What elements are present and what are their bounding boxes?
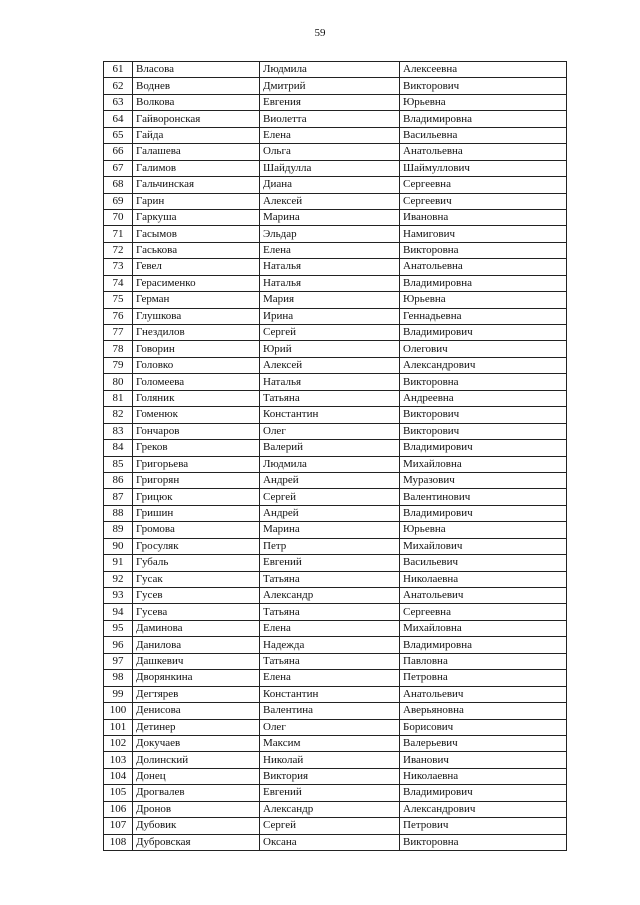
- patronymic-cell: Викторович: [400, 78, 567, 94]
- patronymic-cell: Сергеевна: [400, 177, 567, 193]
- table-row: [104, 374, 567, 390]
- patronymic-cell: Викторовна: [400, 242, 567, 258]
- table-row: [104, 505, 567, 521]
- row-number: 101: [104, 719, 133, 735]
- row-number: 87: [104, 489, 133, 505]
- row-number: 74: [104, 275, 133, 291]
- table-row: [104, 127, 567, 143]
- first-name-cell: Надежда: [260, 637, 400, 653]
- surname-cell: Гарин: [133, 193, 260, 209]
- table-row: [104, 834, 567, 850]
- table-row: [104, 259, 567, 275]
- surname-cell: Гоменюк: [133, 407, 260, 423]
- surname-cell: Гришин: [133, 505, 260, 521]
- surname-cell: Данилова: [133, 637, 260, 653]
- patronymic-cell: Юрьевна: [400, 292, 567, 308]
- first-name-cell: Евгений: [260, 555, 400, 571]
- surname-cell: Дашкевич: [133, 653, 260, 669]
- surname-cell: Громова: [133, 522, 260, 538]
- patronymic-cell: Петровна: [400, 670, 567, 686]
- surname-cell: Галимов: [133, 160, 260, 176]
- first-name-cell: Валентина: [260, 703, 400, 719]
- roster-table-body: [104, 62, 567, 851]
- surname-cell: Грицюк: [133, 489, 260, 505]
- patronymic-cell: Шаймуллович: [400, 160, 567, 176]
- table-row: [104, 571, 567, 587]
- surname-cell: Гальчинская: [133, 177, 260, 193]
- first-name-cell: Сергей: [260, 489, 400, 505]
- row-number: 108: [104, 834, 133, 850]
- surname-cell: Герасименко: [133, 275, 260, 291]
- table-row: [104, 752, 567, 768]
- surname-cell: Дубровская: [133, 834, 260, 850]
- table-row: [104, 144, 567, 160]
- first-name-cell: Алексей: [260, 357, 400, 373]
- patronymic-cell: Александрович: [400, 801, 567, 817]
- table-row: [104, 440, 567, 456]
- first-name-cell: Сергей: [260, 325, 400, 341]
- patronymic-cell: Николаевна: [400, 768, 567, 784]
- first-name-cell: Евгений: [260, 785, 400, 801]
- row-number: 104: [104, 768, 133, 784]
- patronymic-cell: Михайловна: [400, 456, 567, 472]
- first-name-cell: Николай: [260, 752, 400, 768]
- row-number: 81: [104, 390, 133, 406]
- first-name-cell: Евгения: [260, 94, 400, 110]
- table-row: [104, 177, 567, 193]
- table-row: [104, 242, 567, 258]
- patronymic-cell: Муразович: [400, 472, 567, 488]
- surname-cell: Денисова: [133, 703, 260, 719]
- first-name-cell: Константин: [260, 686, 400, 702]
- first-name-cell: Юрий: [260, 341, 400, 357]
- patronymic-cell: Викторович: [400, 423, 567, 439]
- patronymic-cell: Васильевич: [400, 555, 567, 571]
- row-number: 107: [104, 818, 133, 834]
- row-number: 102: [104, 735, 133, 751]
- surname-cell: Гаркуша: [133, 209, 260, 225]
- row-number: 77: [104, 325, 133, 341]
- first-name-cell: Елена: [260, 127, 400, 143]
- first-name-cell: Людмила: [260, 62, 400, 78]
- first-name-cell: Марина: [260, 209, 400, 225]
- first-name-cell: Наталья: [260, 259, 400, 275]
- first-name-cell: Виолетта: [260, 111, 400, 127]
- table-row: [104, 588, 567, 604]
- surname-cell: Григорян: [133, 472, 260, 488]
- row-number: 96: [104, 637, 133, 653]
- first-name-cell: Татьяна: [260, 390, 400, 406]
- row-number: 93: [104, 588, 133, 604]
- row-number: 89: [104, 522, 133, 538]
- row-number: 84: [104, 440, 133, 456]
- table-row: [104, 308, 567, 324]
- patronymic-cell: Павловна: [400, 653, 567, 669]
- table-row: [104, 719, 567, 735]
- row-number: 106: [104, 801, 133, 817]
- table-row: [104, 357, 567, 373]
- first-name-cell: Мария: [260, 292, 400, 308]
- table-row: [104, 292, 567, 308]
- table-row: [104, 801, 567, 817]
- patronymic-cell: Викторович: [400, 407, 567, 423]
- row-number: 70: [104, 209, 133, 225]
- row-number: 105: [104, 785, 133, 801]
- first-name-cell: Константин: [260, 407, 400, 423]
- patronymic-cell: Петрович: [400, 818, 567, 834]
- patronymic-cell: Владимировна: [400, 637, 567, 653]
- surname-cell: Власова: [133, 62, 260, 78]
- patronymic-cell: Алексеевна: [400, 62, 567, 78]
- surname-cell: Григорьева: [133, 456, 260, 472]
- patronymic-cell: Владимировна: [400, 275, 567, 291]
- first-name-cell: Петр: [260, 538, 400, 554]
- patronymic-cell: Николаевна: [400, 571, 567, 587]
- table-row: [104, 407, 567, 423]
- row-number: 82: [104, 407, 133, 423]
- patronymic-cell: Намигович: [400, 226, 567, 242]
- row-number: 66: [104, 144, 133, 160]
- row-number: 95: [104, 620, 133, 636]
- surname-cell: Гусак: [133, 571, 260, 587]
- row-number: 73: [104, 259, 133, 275]
- first-name-cell: Максим: [260, 735, 400, 751]
- surname-cell: Дронов: [133, 801, 260, 817]
- table-row: [104, 456, 567, 472]
- table-row: [104, 768, 567, 784]
- surname-cell: Дрогвалев: [133, 785, 260, 801]
- table-row: [104, 670, 567, 686]
- first-name-cell: Ирина: [260, 308, 400, 324]
- first-name-cell: Александр: [260, 588, 400, 604]
- surname-cell: Гасымов: [133, 226, 260, 242]
- patronymic-cell: Викторовна: [400, 374, 567, 390]
- surname-cell: Гайда: [133, 127, 260, 143]
- first-name-cell: Сергей: [260, 818, 400, 834]
- row-number: 92: [104, 571, 133, 587]
- table-row: [104, 193, 567, 209]
- table-row: [104, 735, 567, 751]
- first-name-cell: Наталья: [260, 275, 400, 291]
- patronymic-cell: Валерьевич: [400, 735, 567, 751]
- surname-cell: Долинский: [133, 752, 260, 768]
- surname-cell: Галашева: [133, 144, 260, 160]
- row-number: 69: [104, 193, 133, 209]
- row-number: 62: [104, 78, 133, 94]
- patronymic-cell: Анатольевич: [400, 588, 567, 604]
- row-number: 94: [104, 604, 133, 620]
- first-name-cell: Валерий: [260, 440, 400, 456]
- surname-cell: Волкова: [133, 94, 260, 110]
- row-number: 98: [104, 670, 133, 686]
- first-name-cell: Виктория: [260, 768, 400, 784]
- surname-cell: Головко: [133, 357, 260, 373]
- table-row: [104, 325, 567, 341]
- row-number: 80: [104, 374, 133, 390]
- row-number: 90: [104, 538, 133, 554]
- table-row: [104, 209, 567, 225]
- row-number: 86: [104, 472, 133, 488]
- surname-cell: Гусева: [133, 604, 260, 620]
- first-name-cell: Эльдар: [260, 226, 400, 242]
- row-number: 97: [104, 653, 133, 669]
- surname-cell: Голомеева: [133, 374, 260, 390]
- surname-cell: Дворянкина: [133, 670, 260, 686]
- row-number: 103: [104, 752, 133, 768]
- patronymic-cell: Васильевна: [400, 127, 567, 143]
- row-number: 65: [104, 127, 133, 143]
- surname-cell: Гайворонская: [133, 111, 260, 127]
- patronymic-cell: Ивановна: [400, 209, 567, 225]
- row-number: 88: [104, 505, 133, 521]
- row-number: 64: [104, 111, 133, 127]
- first-name-cell: Наталья: [260, 374, 400, 390]
- row-number: 68: [104, 177, 133, 193]
- patronymic-cell: Владимирович: [400, 505, 567, 521]
- surname-cell: Дубовик: [133, 818, 260, 834]
- first-name-cell: Диана: [260, 177, 400, 193]
- first-name-cell: Дмитрий: [260, 78, 400, 94]
- table-row: [104, 604, 567, 620]
- first-name-cell: Татьяна: [260, 604, 400, 620]
- surname-cell: Гевел: [133, 259, 260, 275]
- row-number: 91: [104, 555, 133, 571]
- table-row: [104, 522, 567, 538]
- patronymic-cell: Олегович: [400, 341, 567, 357]
- surname-cell: Герман: [133, 292, 260, 308]
- table-row: [104, 653, 567, 669]
- table-row: [104, 703, 567, 719]
- patronymic-cell: Сергеевич: [400, 193, 567, 209]
- first-name-cell: Елена: [260, 670, 400, 686]
- first-name-cell: Ольга: [260, 144, 400, 160]
- row-number: 76: [104, 308, 133, 324]
- patronymic-cell: Геннадьевна: [400, 308, 567, 324]
- surname-cell: Греков: [133, 440, 260, 456]
- patronymic-cell: Владимирович: [400, 440, 567, 456]
- row-number: 79: [104, 357, 133, 373]
- first-name-cell: Марина: [260, 522, 400, 538]
- surname-cell: Гнездилов: [133, 325, 260, 341]
- patronymic-cell: Владимирович: [400, 785, 567, 801]
- surname-cell: Гаськова: [133, 242, 260, 258]
- row-number: 67: [104, 160, 133, 176]
- page-number: 59: [314, 27, 326, 39]
- patronymic-cell: Анатольевна: [400, 144, 567, 160]
- patronymic-cell: Владимировна: [400, 111, 567, 127]
- patronymic-cell: Борисович: [400, 719, 567, 735]
- surname-cell: Голяник: [133, 390, 260, 406]
- row-number: 72: [104, 242, 133, 258]
- row-number: 71: [104, 226, 133, 242]
- patronymic-cell: Викторовна: [400, 834, 567, 850]
- first-name-cell: Олег: [260, 423, 400, 439]
- patronymic-cell: Аверьяновна: [400, 703, 567, 719]
- table-row: [104, 423, 567, 439]
- first-name-cell: Елена: [260, 620, 400, 636]
- surname-cell: Даминова: [133, 620, 260, 636]
- table-row: [104, 275, 567, 291]
- surname-cell: Гросуляк: [133, 538, 260, 554]
- first-name-cell: Оксана: [260, 834, 400, 850]
- table-row: [104, 489, 567, 505]
- table-row: [104, 78, 567, 94]
- row-number: 78: [104, 341, 133, 357]
- first-name-cell: Андрей: [260, 505, 400, 521]
- table-row: [104, 785, 567, 801]
- table-row: [104, 538, 567, 554]
- surname-cell: Губаль: [133, 555, 260, 571]
- surname-cell: Гончаров: [133, 423, 260, 439]
- first-name-cell: Алексей: [260, 193, 400, 209]
- patronymic-cell: Владимирович: [400, 325, 567, 341]
- first-name-cell: Татьяна: [260, 571, 400, 587]
- roster-table: [103, 61, 567, 851]
- first-name-cell: Татьяна: [260, 653, 400, 669]
- surname-cell: Говорин: [133, 341, 260, 357]
- first-name-cell: Андрей: [260, 472, 400, 488]
- table-row: [104, 390, 567, 406]
- table-row: [104, 686, 567, 702]
- row-number: 83: [104, 423, 133, 439]
- first-name-cell: Людмила: [260, 456, 400, 472]
- surname-cell: Докучаев: [133, 735, 260, 751]
- surname-cell: Дегтярев: [133, 686, 260, 702]
- table-row: [104, 341, 567, 357]
- row-number: 85: [104, 456, 133, 472]
- surname-cell: Глушкова: [133, 308, 260, 324]
- row-number: 61: [104, 62, 133, 78]
- table-row: [104, 620, 567, 636]
- patronymic-cell: Анатольевич: [400, 686, 567, 702]
- patronymic-cell: Валентинович: [400, 489, 567, 505]
- first-name-cell: Олег: [260, 719, 400, 735]
- surname-cell: Донец: [133, 768, 260, 784]
- first-name-cell: Елена: [260, 242, 400, 258]
- first-name-cell: Шайдулла: [260, 160, 400, 176]
- patronymic-cell: Юрьевна: [400, 94, 567, 110]
- table-row: [104, 94, 567, 110]
- table-row: [104, 111, 567, 127]
- table-row: [104, 62, 567, 78]
- table-row: [104, 472, 567, 488]
- patronymic-cell: Александрович: [400, 357, 567, 373]
- patronymic-cell: Михайловна: [400, 620, 567, 636]
- table-row: [104, 818, 567, 834]
- patronymic-cell: Сергеевна: [400, 604, 567, 620]
- row-number: 63: [104, 94, 133, 110]
- patronymic-cell: Юрьевна: [400, 522, 567, 538]
- row-number: 100: [104, 703, 133, 719]
- row-number: 99: [104, 686, 133, 702]
- patronymic-cell: Анатольевна: [400, 259, 567, 275]
- patronymic-cell: Андреевна: [400, 390, 567, 406]
- patronymic-cell: Михайлович: [400, 538, 567, 554]
- surname-cell: Детинер: [133, 719, 260, 735]
- patronymic-cell: Иванович: [400, 752, 567, 768]
- row-number: 75: [104, 292, 133, 308]
- table-row: [104, 226, 567, 242]
- first-name-cell: Александр: [260, 801, 400, 817]
- table-row: [104, 160, 567, 176]
- surname-cell: Воднев: [133, 78, 260, 94]
- table-row: [104, 637, 567, 653]
- table-row: [104, 555, 567, 571]
- surname-cell: Гусев: [133, 588, 260, 604]
